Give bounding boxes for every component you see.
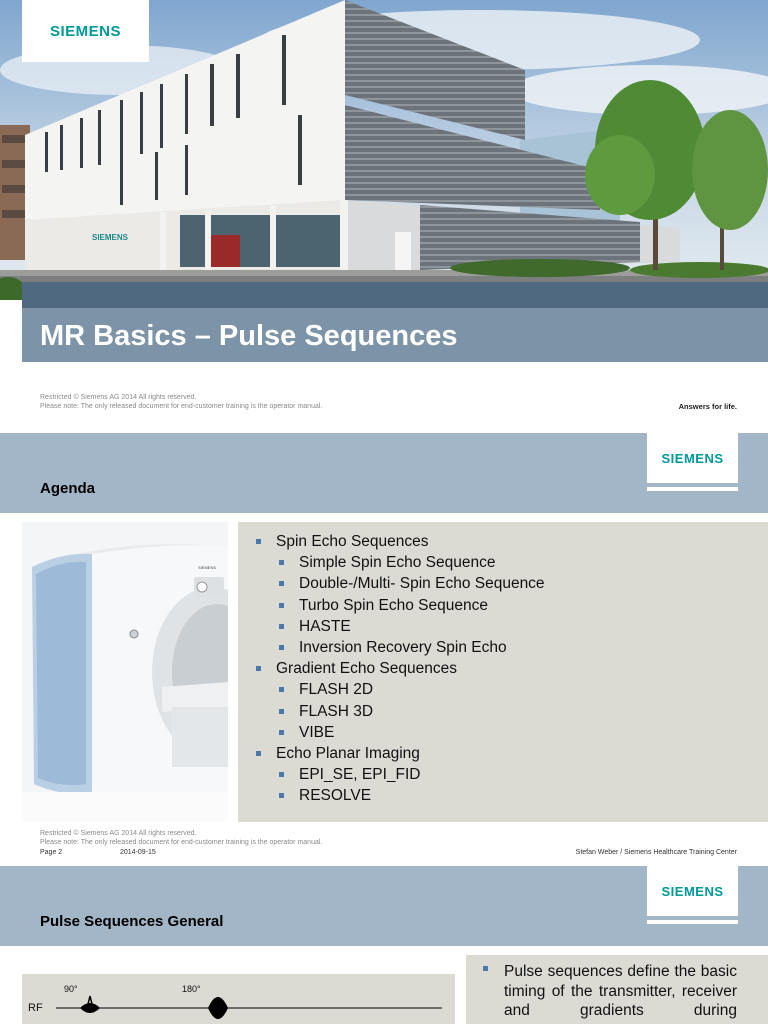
title-band-strip <box>22 282 768 308</box>
pulse-timing-diagram <box>22 974 455 1024</box>
mri-scanner-image <box>22 522 228 822</box>
agenda-item-text: HASTE <box>299 617 351 635</box>
agenda-panel <box>238 522 768 822</box>
agenda-item-text: Gradient Echo Sequences <box>276 660 457 678</box>
bullet-marker <box>279 581 284 586</box>
tagline: Answers for life. <box>678 402 737 411</box>
agenda-subitem <box>256 552 545 573</box>
bullet-marker <box>256 666 261 671</box>
title-band <box>22 308 768 362</box>
bullet-marker <box>256 539 261 544</box>
bullet-marker <box>279 730 284 735</box>
pulse-180-label: 180° <box>182 984 201 994</box>
agenda-section <box>256 531 545 552</box>
agenda-subitem <box>256 679 545 700</box>
rf-axis-label: RF <box>28 1002 43 1014</box>
bullet-marker <box>279 560 284 565</box>
agenda-item-text: EPI_SE, EPI_FID <box>299 766 421 784</box>
copyright-line: Restricted © Siemens AG 2014 All rights reserved. <box>40 830 197 837</box>
agenda-item-text: Turbo Spin Echo Sequence <box>299 596 488 614</box>
disclaimer-line: Please note: The only released document for end-customer training is the operator manual. <box>40 839 323 846</box>
presentation-title: MR Basics – Pulse Sequences <box>40 320 458 352</box>
siemens-logo <box>647 433 738 483</box>
agenda-item-text: Double-/Multi- Spin Echo Sequence <box>299 575 545 593</box>
bullet-marker <box>279 772 284 777</box>
agenda-subitem <box>256 722 545 743</box>
rf-pulse-waveform <box>22 974 455 1024</box>
bullet-marker <box>279 624 284 629</box>
agenda-item-text: Simple Spin Echo Sequence <box>299 554 496 572</box>
siemens-logo <box>22 0 149 62</box>
agenda-item-text: Inversion Recovery Spin Echo <box>299 639 507 657</box>
building-sign: SIEMENS <box>92 233 129 242</box>
bullet-marker <box>279 603 284 608</box>
rf-pulse-90-lobe <box>80 1003 100 1013</box>
mri-scanner-illustration <box>22 522 228 822</box>
agenda-subitem <box>256 616 545 637</box>
agenda-slide <box>0 433 768 861</box>
siemens-logo-text: SIEMENS <box>661 883 724 899</box>
bullet-marker <box>279 793 284 798</box>
agenda-item-text: RESOLVE <box>299 787 372 805</box>
agenda-item-text: FLASH 3D <box>299 702 374 720</box>
title-slide <box>0 0 768 424</box>
bullet-marker <box>256 751 261 756</box>
copyright-footer <box>40 829 322 847</box>
agenda-subitem <box>256 764 545 785</box>
agenda-content <box>22 522 768 822</box>
disclaimer-line: Please note: The only released document for end-customer training is the operator manual. <box>40 403 323 410</box>
agenda-subitem <box>256 637 545 658</box>
page-number: Page 2 <box>40 849 63 856</box>
slide-title: Agenda <box>40 480 96 497</box>
bullet-marker <box>279 709 284 714</box>
agenda-item-text: Echo Planar Imaging <box>276 745 420 763</box>
siemens-logo-text: SIEMENS <box>661 450 724 466</box>
author-credit: Stefan Weber / Siemens Healthcare Training Center <box>575 849 737 856</box>
copyright-footer <box>40 393 322 411</box>
agenda-section <box>256 658 545 679</box>
rf-pulse-180-lobe <box>208 997 228 1019</box>
scanner-brand-label: SIEMENS <box>198 565 217 570</box>
agenda-subitem <box>256 701 545 722</box>
logo-underline <box>647 487 738 491</box>
logo-underline <box>647 920 738 924</box>
description-text: Pulse sequences define the basic timing of the transmitter, receiver and gradients during <box>504 963 737 1019</box>
siemens-logo-text: SIEMENS <box>49 22 121 40</box>
agenda-list <box>256 531 545 807</box>
bullet-marker <box>279 645 284 650</box>
pulse-sequences-slide <box>0 866 768 1024</box>
slide-title: Pulse Sequences General <box>40 913 224 930</box>
slide-date: 2014-09-15 <box>120 849 156 856</box>
copyright-line: Restricted © Siemens AG 2014 All rights reserved. <box>40 394 197 401</box>
agenda-subitem <box>256 595 545 616</box>
bullet-marker <box>483 966 488 971</box>
agenda-item-text: Spin Echo Sequences <box>276 533 429 550</box>
agenda-section <box>256 743 545 764</box>
agenda-subitem <box>256 573 545 594</box>
agenda-item-text: FLASH 2D <box>299 681 374 699</box>
agenda-item-text: VIBE <box>299 723 335 741</box>
description-panel <box>466 955 768 1024</box>
agenda-subitem <box>256 785 545 806</box>
pulse-90-label: 90° <box>64 984 78 994</box>
bullet-marker <box>279 687 284 692</box>
siemens-logo <box>647 866 738 916</box>
